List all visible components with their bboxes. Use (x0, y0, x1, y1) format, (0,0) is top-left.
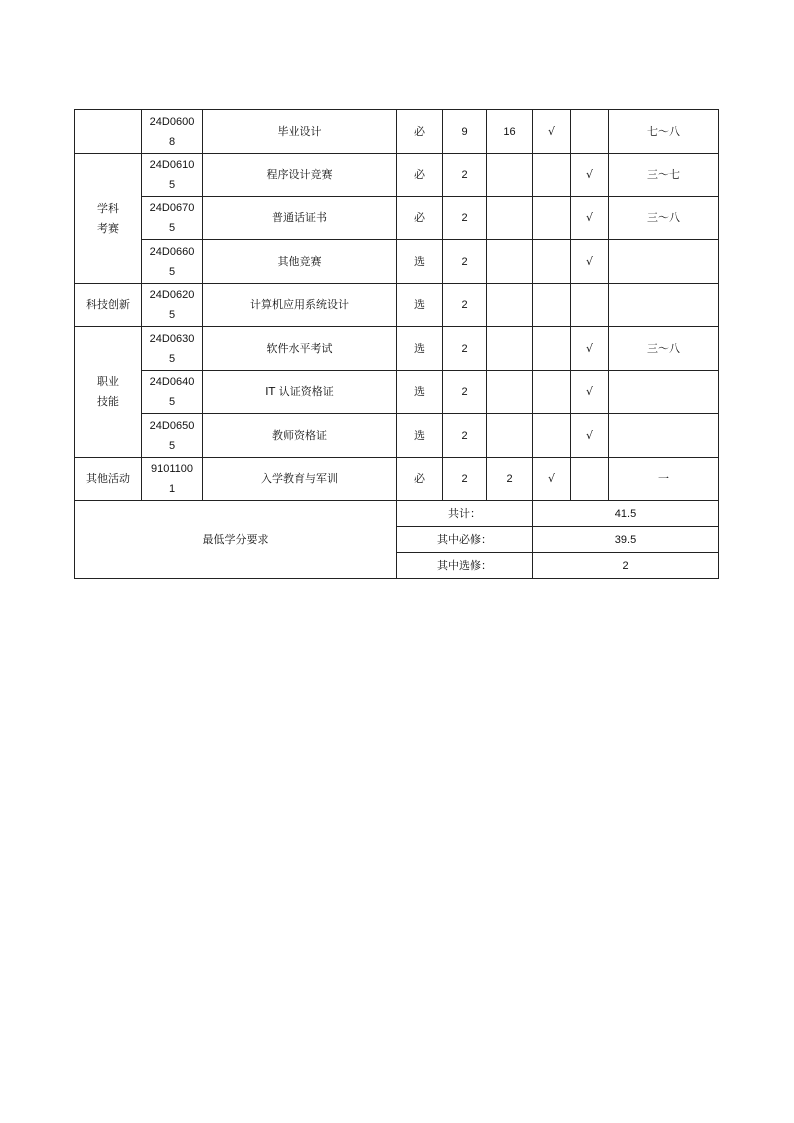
summary-title: 最低学分要求 (75, 501, 397, 579)
course-weeks (487, 154, 533, 197)
course-code: 24D0620 5 (142, 284, 203, 327)
course-name: 教师资格证 (203, 414, 397, 458)
check-col-1: √ (533, 110, 571, 154)
check-col-1: √ (533, 458, 571, 501)
summary-total-value: 41.5 (533, 501, 719, 527)
course-credit: 2 (443, 414, 487, 458)
check-col-2 (571, 284, 609, 327)
course-type: 选 (397, 414, 443, 458)
table-row (75, 284, 719, 327)
course-code: 24D0630 5 (142, 327, 203, 371)
check-col-2 (571, 110, 609, 154)
course-weeks (487, 327, 533, 371)
check-col-1 (533, 197, 571, 240)
check-col-1 (533, 371, 571, 414)
course-term (609, 240, 719, 284)
course-name: 普通话证书 (203, 197, 397, 240)
course-credit: 2 (443, 327, 487, 371)
table-row (75, 327, 719, 371)
course-credit: 2 (443, 284, 487, 327)
course-name: 软件水平考试 (203, 327, 397, 371)
summary-required-value: 39.5 (533, 527, 719, 553)
table-row (75, 371, 719, 414)
course-weeks (487, 284, 533, 327)
course-term: 三～八 (609, 197, 719, 240)
check-col-2: √ (571, 154, 609, 197)
course-name: 计算机应用系统设计 (203, 284, 397, 327)
course-weeks (487, 240, 533, 284)
course-weeks (487, 197, 533, 240)
check-col-1 (533, 284, 571, 327)
summary-elective-label: 其中选修： (397, 553, 533, 579)
course-weeks (487, 414, 533, 458)
category-cell-empty (75, 110, 142, 154)
course-type: 必 (397, 110, 443, 154)
table-row (75, 458, 719, 501)
category-contest: 学科 考赛 (75, 154, 142, 284)
course-code: 24D0610 5 (142, 154, 203, 197)
course-name: 其他竞赛 (203, 240, 397, 284)
check-col-1 (533, 240, 571, 284)
course-term (609, 284, 719, 327)
table-row (75, 154, 719, 197)
course-term: 一 (609, 458, 719, 501)
course-credit: 2 (443, 240, 487, 284)
course-weeks: 2 (487, 458, 533, 501)
course-credit: 2 (443, 154, 487, 197)
course-code: 24D0670 5 (142, 197, 203, 240)
check-col-2: √ (571, 197, 609, 240)
check-col-1 (533, 154, 571, 197)
course-term (609, 414, 719, 458)
table-row (75, 197, 719, 240)
course-term: 七～八 (609, 110, 719, 154)
check-col-2: √ (571, 327, 609, 371)
summary-required-label: 其中必修： (397, 527, 533, 553)
table-row (75, 240, 719, 284)
check-col-2: √ (571, 371, 609, 414)
table-row (75, 414, 719, 458)
course-code: 24D0640 5 (142, 371, 203, 414)
check-col-2: √ (571, 414, 609, 458)
course-type: 必 (397, 197, 443, 240)
course-credit: 2 (443, 197, 487, 240)
category-skills: 职业 技能 (75, 327, 142, 458)
course-type: 选 (397, 284, 443, 327)
course-type: 选 (397, 327, 443, 371)
course-credit: 9 (443, 110, 487, 154)
course-credit-table (74, 109, 719, 579)
course-credit: 2 (443, 371, 487, 414)
summary-elective-value: 2 (533, 553, 719, 579)
course-type: 选 (397, 371, 443, 414)
course-name: 毕业设计 (203, 110, 397, 154)
course-name: IT 认证资格证 (203, 371, 397, 414)
course-term: 三～八 (609, 327, 719, 371)
course-weeks: 16 (487, 110, 533, 154)
table-row (75, 110, 719, 154)
course-code: 24D0660 5 (142, 240, 203, 284)
course-type: 必 (397, 458, 443, 501)
check-col-2 (571, 458, 609, 501)
course-weeks (487, 371, 533, 414)
course-code: 24D0650 5 (142, 414, 203, 458)
category-other: 其他活动 (75, 458, 142, 501)
course-credit: 2 (443, 458, 487, 501)
summary-row-total (75, 501, 719, 527)
course-code: 9101100 1 (142, 458, 203, 501)
course-type: 必 (397, 154, 443, 197)
category-innovation: 科技创新 (75, 284, 142, 327)
check-col-2: √ (571, 240, 609, 284)
course-code: 24D0600 8 (142, 110, 203, 154)
course-name: 入学教育与军训 (203, 458, 397, 501)
summary-total-label: 共计： (397, 501, 533, 527)
check-col-1 (533, 327, 571, 371)
course-term (609, 371, 719, 414)
course-name: 程序设计竞赛 (203, 154, 397, 197)
course-type: 选 (397, 240, 443, 284)
course-term: 三～七 (609, 154, 719, 197)
check-col-1 (533, 414, 571, 458)
